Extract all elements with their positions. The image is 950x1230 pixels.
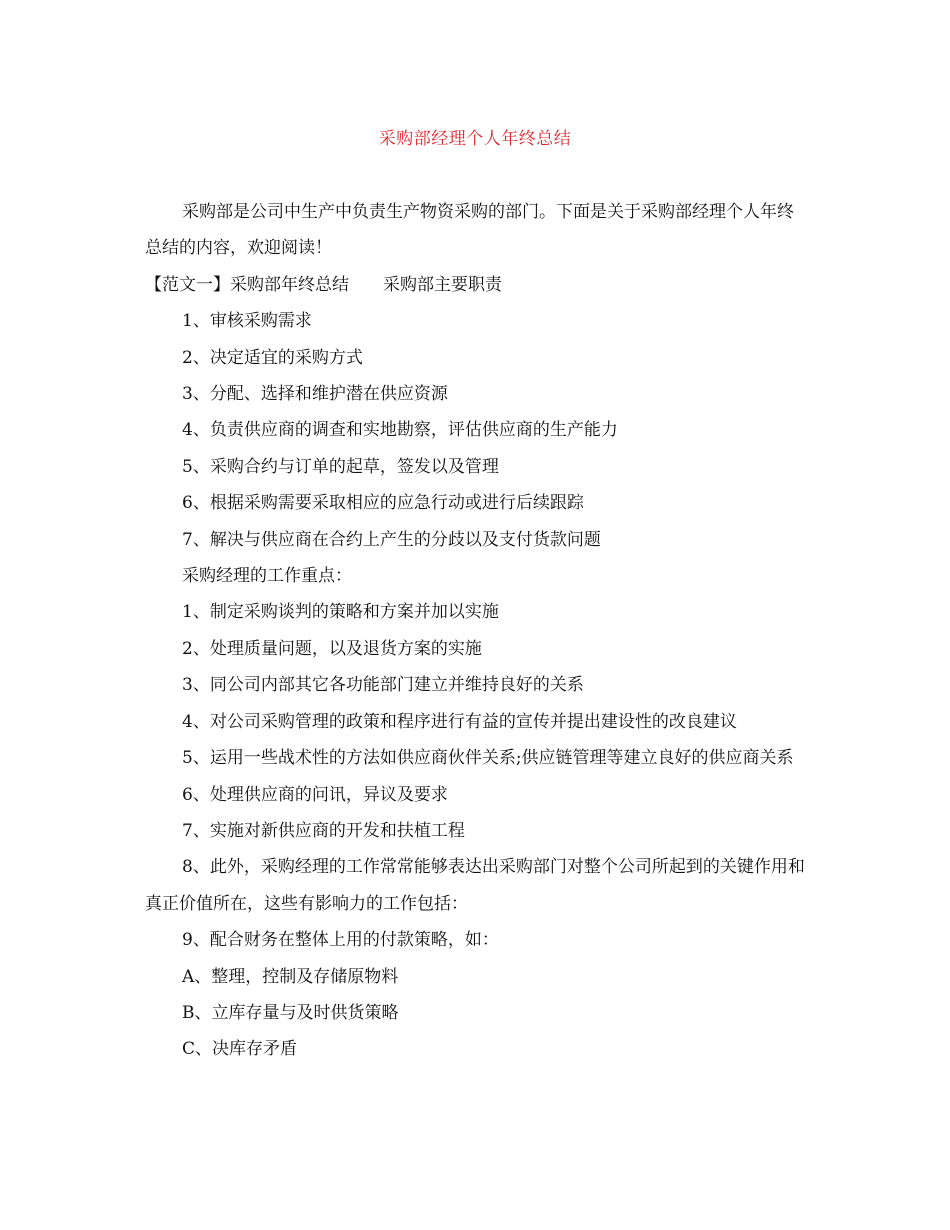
document-body	[145, 194, 810, 1068]
duty-item: 7、解决与供应商在合约上产生的分歧以及支付货款问题	[182, 529, 601, 550]
focus-item: 9、配合财务在整体上用的付款策略，如：	[182, 930, 499, 951]
duty-item: 4、负责供应商的调查和实地勘察，评估供应商的生产能力	[182, 420, 618, 441]
focus-item: 1、制定采购谈判的策略和方案并加以实施	[182, 602, 499, 623]
document-title: 采购部经理个人年终总结	[378, 129, 572, 149]
sub-item: A、整理，控制及存储原物料	[182, 966, 399, 987]
focus-item: 8、此外，采购经理的工作常常能够表达出采购部门对整个公司所起到的关键作用和真正价值所在，这些有影响力的工作包括：	[145, 857, 805, 914]
focus-item: 3、同公司内部其它各功能部门建立并维持良好的关系	[182, 675, 584, 696]
duty-item: 6、根据采购需要采取相应的应急行动或进行后续跟踪	[182, 493, 584, 514]
focus-item: 6、处理供应商的问讯，异议及要求	[182, 784, 448, 805]
duty-item: 2、决定适宜的采购方式	[182, 347, 363, 368]
focus-heading: 采购经理的工作重点：	[182, 566, 352, 587]
duty-item: 5、采购合约与订单的起草，签发以及管理	[182, 456, 499, 477]
intro-paragraph: 采购部是公司中生产中负责生产物资采购的部门。下面是关于采购部经理个人年终总结的内容，欢迎阅读！	[145, 202, 794, 259]
focus-item: 4、对公司采购管理的政策和程序进行有益的宣传并提出建设性的改良建议	[182, 711, 737, 732]
sub-item: B、立库存量与及时供货策略	[182, 1002, 399, 1023]
duty-item: 1、审核采购需求	[182, 311, 312, 332]
section-heading: 【范文一】采购部年终总结 采购部主要职责	[145, 274, 502, 295]
focus-item: 7、实施对新供应商的开发和扶植工程	[182, 820, 465, 841]
sub-item: C、决库存矛盾	[182, 1039, 298, 1060]
duty-item: 3、分配、选择和维护潜在供应资源	[182, 384, 448, 405]
focus-item: 5、运用一些战术性的方法如供应商伙伴关系;供应链管理等建立良好的供应商关系	[182, 748, 794, 769]
focus-item: 2、处理质量问题，以及退货方案的实施	[182, 638, 482, 659]
